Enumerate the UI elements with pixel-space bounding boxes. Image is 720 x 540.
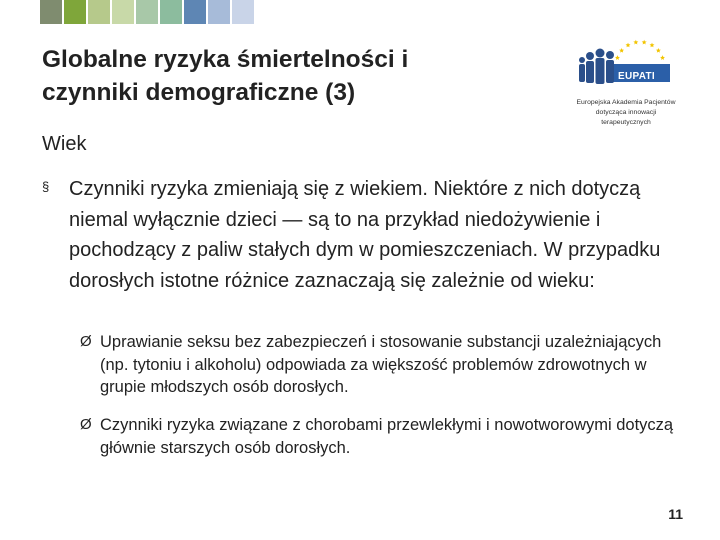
color-square <box>208 0 230 24</box>
eupati-emblem-icon <box>578 36 674 94</box>
color-square <box>232 0 254 24</box>
sub-bullet-text: Uprawianie seksu bez zabezpieczeń i stosowanie substancji uzależniających (np. tytoniu i alkoholu) odpowiada za większość problemów zdrowotnych w grupie młodszych osób dorosłych. <box>100 333 662 396</box>
color-square <box>184 0 206 24</box>
sub-bullet <box>80 414 690 459</box>
eupati-logo <box>570 36 682 132</box>
main-bullet <box>42 174 692 296</box>
square-bullet-icon: § <box>42 179 50 194</box>
logo-caption-line: dotycząca innowacji <box>595 109 657 116</box>
logo-caption-line: terapeutycznych <box>601 119 651 126</box>
star-icon <box>650 43 655 48</box>
star-icon <box>633 40 638 45</box>
page-number: 11 <box>668 506 683 522</box>
color-square <box>40 0 62 24</box>
logo-caption-line: Europejska Akademia Pacjentów <box>576 99 676 106</box>
star-icon <box>660 55 665 60</box>
header-color-strip <box>40 0 256 24</box>
star-icon <box>619 48 624 53</box>
star-icon <box>626 43 631 48</box>
arrow-bullet-icon: Ø <box>80 333 92 350</box>
logo-caption <box>570 98 682 128</box>
arrow-bullet-icon: Ø <box>80 416 92 433</box>
color-square <box>88 0 110 24</box>
logo-wordmark: EUPATI <box>618 71 655 82</box>
section-subheading: Wiek <box>42 133 87 155</box>
sub-bullet <box>80 331 690 399</box>
color-square <box>112 0 134 24</box>
color-square <box>64 0 86 24</box>
color-square <box>160 0 182 24</box>
slide-title: Globalne ryzyka śmiertelności i czynniki demograficzne (3) <box>42 46 409 106</box>
sub-bullet-text: Czynniki ryzyka związane z chorobami przewlekłymi i nowotworowymi dotyczą głównie starszych osób dorosłych. <box>100 416 674 457</box>
star-icon <box>642 40 647 45</box>
main-bullet-text: Czynniki ryzyka zmieniają się z wiekiem. Niektóre z nich dotyczą niemal wyłącznie dzieci — są to na przykład niedożywienie i pochodzący z paliw stałych dym w pomieszczeniach. W przypadku dorosłych istotne różnice zaznaczają się zależnie od wieku: <box>69 178 661 292</box>
star-icon <box>615 55 620 60</box>
star-icon <box>656 48 661 53</box>
color-square <box>136 0 158 24</box>
